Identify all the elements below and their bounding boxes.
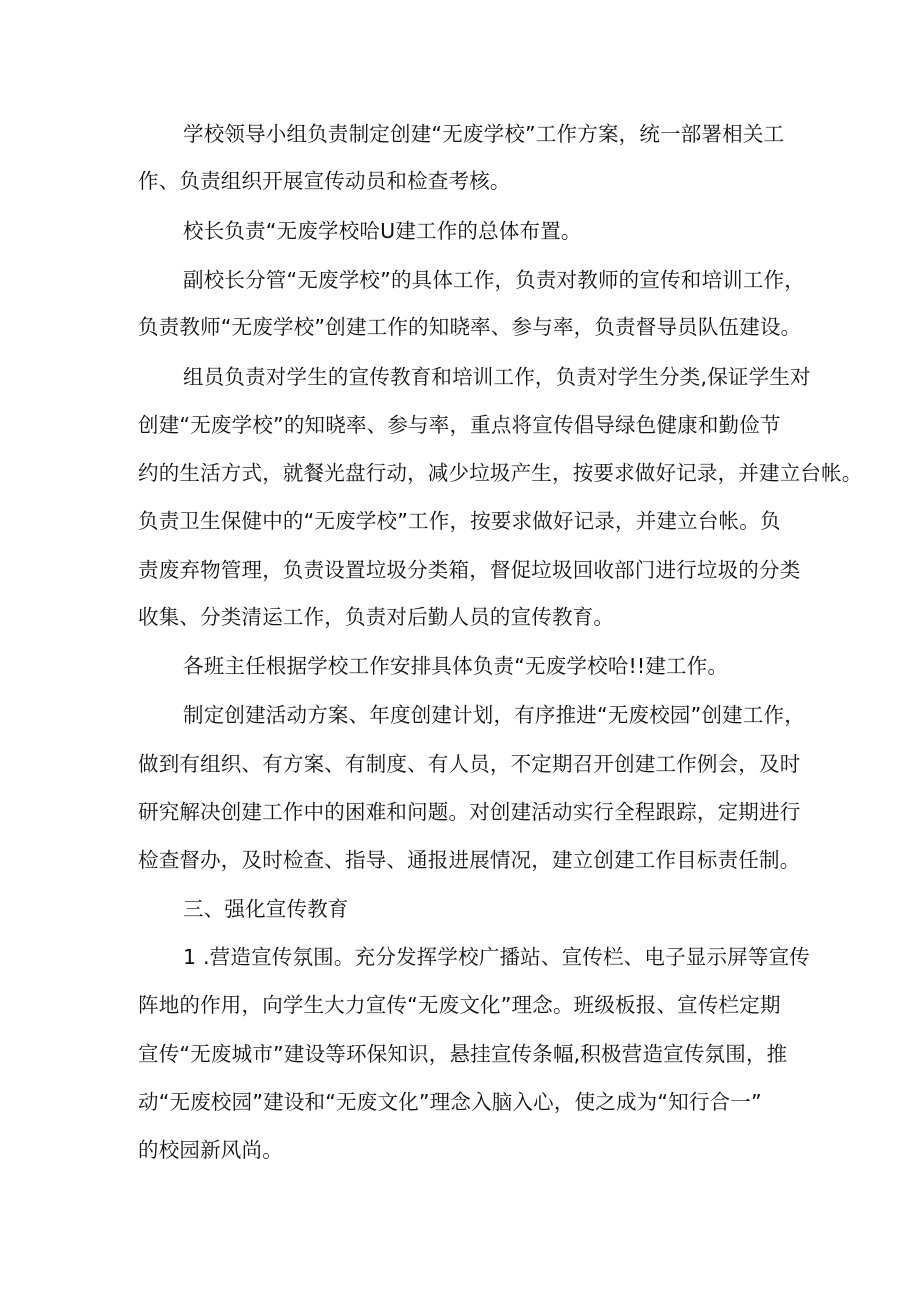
text-line: 做到有组织、有方案、有制度、有人员，不定期召开创建工作例会，及时 — [138, 752, 801, 776]
text-line: 责废弃物管理，负责设置垃圾分类箱，督促垃圾回收部门进行垃圾的分类 — [138, 558, 801, 582]
text-line: 各班主任根据学校工作安排具体负责“无废学校哈!!建工作。 — [183, 654, 729, 678]
text-line: 收集、分类清运工作，负责对后勤人员的宣传教育。 — [138, 605, 615, 629]
text-line: 检查督办，及时检查、指导、通报进展情况，建立创建工作目标责任制。 — [138, 848, 801, 872]
text-line: 学校领导小组负责制定创建“无废学校”工作方案，统一部署相关工 — [183, 122, 785, 146]
text-line: 负责教师“无废学校”创建工作的知晓率、参与率，负责督导员队伍建设。 — [138, 315, 802, 339]
text-line: 动“无废校园”建设和“无废文化”理念入脑入心，使之成为“知行合一” — [138, 1090, 762, 1114]
text-line: 的校园新风尚。 — [138, 1138, 283, 1162]
text-line: 阵地的作用，向学生大力宣传“无废文化”理念。班级板报、宣传栏定期 — [138, 993, 781, 1017]
text-line: 宣传“无废城市”建设等环保知识，悬挂宣传条幅,积极营造宣传氛围，推 — [138, 1042, 788, 1066]
text-line: 校长负责“无废学校哈U建工作的总体布置。 — [183, 219, 582, 243]
section-heading: 三、强化宣传教育 — [183, 897, 349, 921]
text-line: 副校长分管“无废学校”的具体工作，负责对教师的宣传和培训工作， — [183, 268, 805, 292]
text-line: 约的生活方式，就餐光盘行动，减少垃圾产生，按要求做好记录，并建立台帐。 — [138, 461, 863, 485]
text-line: 制定创建活动方案、年度创建计划，有序推进“无废校园”创建工作， — [183, 703, 805, 727]
text-line: 组员负责对学生的宣传教育和培训工作，负责对学生分类,保证学生对 — [183, 365, 811, 389]
text-line: 作、负责组织开展宣传动员和检查考核。 — [138, 169, 511, 193]
text-line: 研究解决创建工作中的困难和问题。对创建活动实行全程跟踪，定期进行 — [138, 800, 801, 824]
text-line: 创建“无废学校”的知晓率、参与率，重点将宣传倡导绿色健康和勤俭节 — [138, 413, 781, 437]
text-line: 负责卫生保健中的“无废学校”工作，按要求做好记录，并建立台帐。负 — [138, 509, 781, 533]
text-line: 1 .营造宣传氛围。充分发挥学校广播站、宣传栏、电子显示屏等宣传 — [183, 945, 810, 969]
